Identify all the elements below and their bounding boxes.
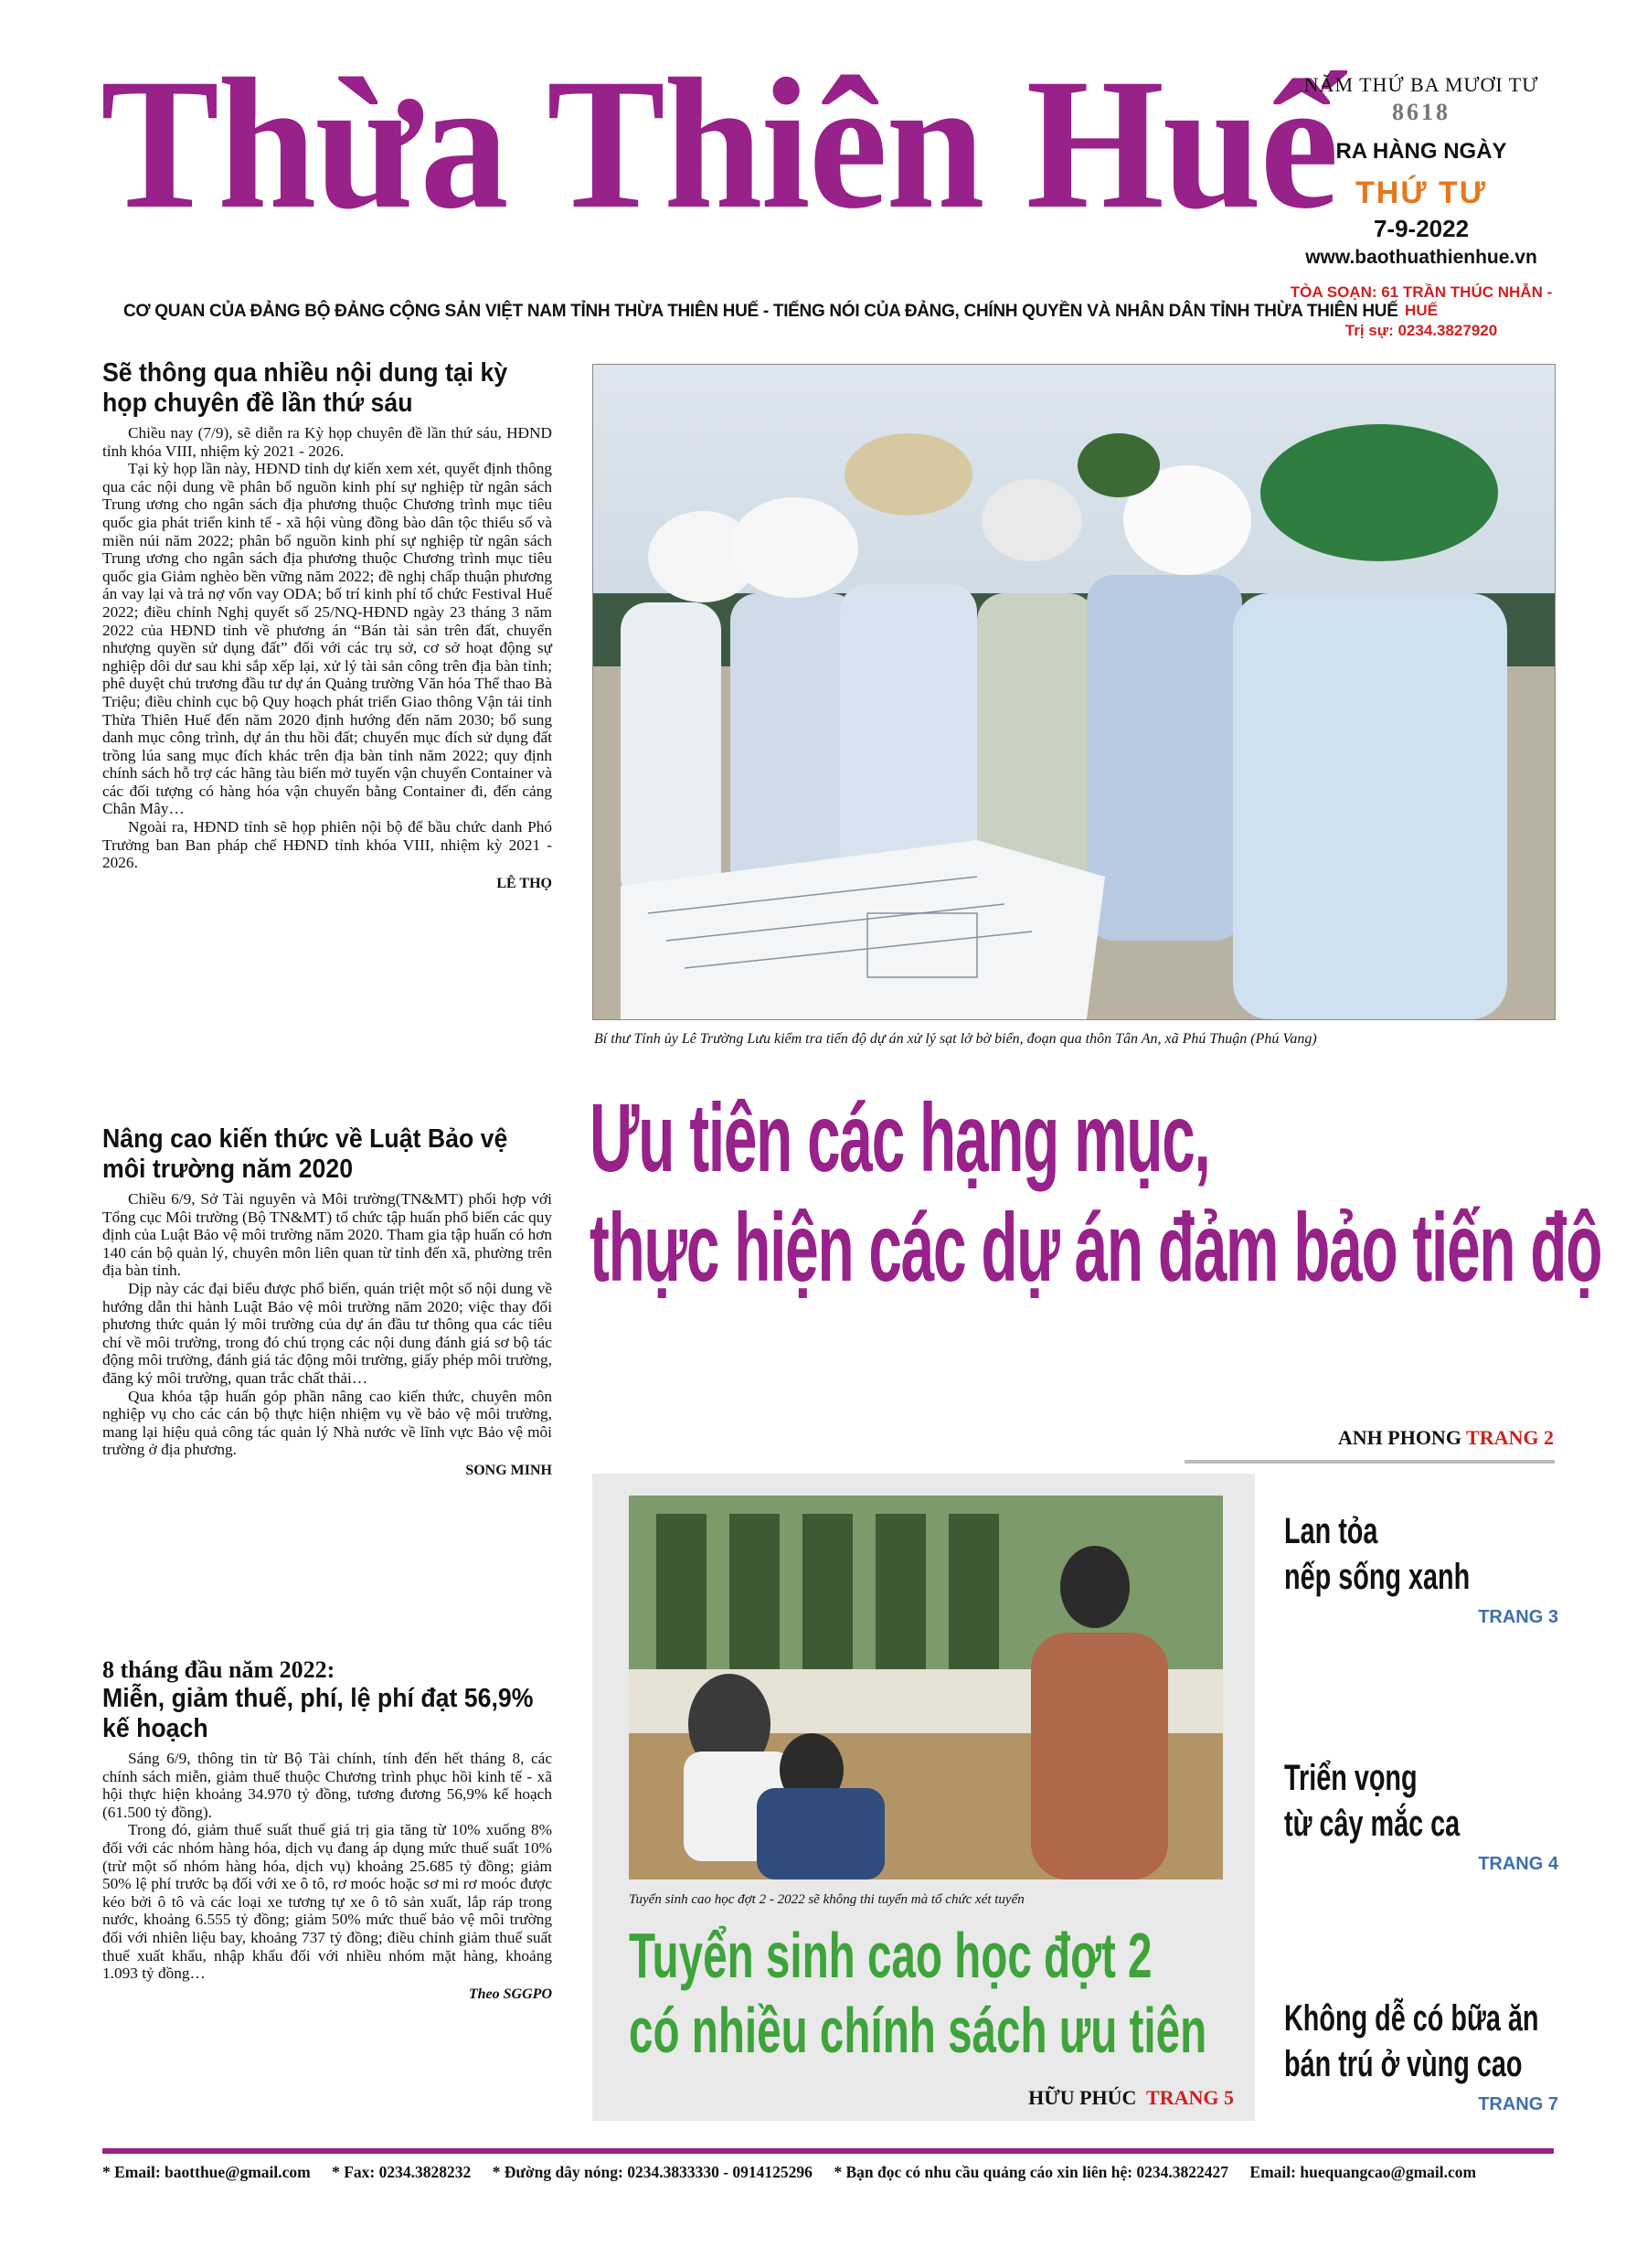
article-title[interactable]: Miễn, giảm thuế, phí, lệ phí đạt 56,9% kế hoạch: [102, 1684, 534, 1743]
paragraph: Chiều 6/9, Sở Tài nguyên và Môi trường(TN&MT) phối hợp với Tổng cục Môi trường (Bộ TN&MT) tổ chức tập huấn phổ biến các quy định của Luật Bảo vệ môi trường năm 2020. Tham gia tập huấn có hơn 140 cán bộ quản lý, chuyên môn liên quan từ tỉnh đến xã, phường trên địa bàn tỉnh.: [102, 1190, 552, 1280]
footer-ads-email[interactable]: Email: huequangcao@gmail.com: [1249, 2163, 1477, 2181]
office-address: TÒA SOẠN: 61 TRẦN THÚC NHẪN - HUẾ: [1290, 283, 1553, 319]
secondary-photo[interactable]: [629, 1496, 1223, 1879]
secondary-page-link[interactable]: TRANG 5: [1146, 2086, 1234, 2109]
article-author: SONG MINH: [465, 1462, 552, 1478]
issue-frequency: RA HÀNG NGÀY: [1335, 139, 1507, 164]
divider: [1185, 1460, 1555, 1464]
secondary-photo-illustration: [629, 1496, 1223, 1879]
secondary-headline[interactable]: [629, 1918, 1206, 2068]
article-author: [102, 1986, 552, 2003]
footer-fax: * Fax: 0234.3828232: [332, 2163, 472, 2181]
teaser-school-meals[interactable]: [1284, 1996, 1558, 2115]
lead-photo-caption: Bí thư Tỉnh ủy Lê Trường Lưu kiểm tra tiến độ dự án xử lý sạt lở bờ biển, đoạn qua thôn Tân An, xã Phú Thuận (Phú Vang): [594, 1031, 1317, 1047]
article-title[interactable]: Nâng cao kiến thức về Luật Bảo vệ môi trường năm 2020: [102, 1124, 508, 1184]
author-name: SGGPO: [503, 1986, 552, 2002]
lead-headline[interactable]: [590, 1083, 1647, 1303]
article-body: [102, 424, 552, 872]
masthead-tagline: CƠ QUAN CỦA ĐẢNG BỘ ĐẢNG CỘNG SẢN VIỆT NAM TỈNH THỪA THIÊN HUẾ - TIẾNG NÓI CỦA ĐẢNG, CHÍNH QUYỀN VÀ NHÂN DÂN TỈNH THỪA THIÊN HUẾ: [123, 302, 1398, 321]
paragraph: Ngoài ra, HĐND tỉnh sẽ họp phiên nội bộ để bầu chức danh Phó Trưởng ban Ban pháp chế HĐND tỉnh khóa VIII, nhiệm kỳ 2021 - 2026.: [102, 818, 552, 872]
headline-line: có nhiều chính sách ưu tiên: [629, 1995, 1207, 2066]
paragraph: Sáng 6/9, thông tin từ Bộ Tài chính, tính đến hết tháng 8, các chính sách miễn, giảm thuế thuộc Chương trình phục hồi kinh tế - xã hội thực hiện khoảng 34.970 tỷ đồng, tương đương 56,9% kế hoạch (61.500 tỷ đồng).: [102, 1750, 552, 1821]
teaser-macadamia[interactable]: [1284, 1755, 1558, 1875]
footer-hotline: * Đường dây nóng: 0234.3833330 - 0914125296: [492, 2163, 813, 2181]
footer-ads: * Bạn đọc có nhu cầu quảng cáo xin liên hệ: 0234.3822427: [834, 2163, 1229, 2181]
footer-email[interactable]: * Email: baotthue@gmail.com: [102, 2163, 311, 2181]
article-body: [102, 1750, 552, 1983]
article-title[interactable]: Sẽ thông qua nhiều nội dung tại kỳ họp chuyên đề lần thứ sáu: [102, 358, 508, 418]
paragraph: Trong đó, giảm thuế suất thuế giá trị gia tăng từ 10% xuống 8% đối với các nhóm hàng hóa, dịch vụ đang áp dụng mức thuế suất 10% (trừ một số nhóm hàng hóa, dịch vụ) khoảng 25.685 tỷ đồng; giảm 50% lệ phí trước bạ đối với xe ô tô, rơ moóc hoặc sơ mi rơ moóc được kéo bởi ô tô và các loại xe tương tự xe ô tô sản xuất, lắp ráp trong nước, khoảng 6.555 tỷ đồng; giảm 50% mức thuế bảo vệ môi trường đối với nhiên liệu bay, khoảng 737 tỷ đồng; điều chỉnh giảm thuế suất thuế xuất khẩu, nhập khẩu đối với nhiều nhóm mặt hàng, khoảng 1.093 tỷ đồng…: [102, 1821, 552, 1983]
issue-date: 7-9-2022: [1373, 215, 1470, 242]
office-phone: Trị sự: 0234.3827920: [1344, 322, 1498, 339]
author-prefix: Theo: [468, 1986, 500, 2002]
issue-year: NĂM THỨ BA MƯƠI TƯ: [1303, 73, 1539, 96]
lead-photo-illustration: [593, 365, 1555, 1019]
article-environment: [102, 1124, 552, 1479]
teaser-page-link[interactable]: TRANG 7: [1478, 2094, 1558, 2114]
teaser-title: nếp sống xanh: [1284, 1557, 1471, 1597]
article-body: [102, 1190, 552, 1459]
teaser-page-link[interactable]: TRANG 4: [1478, 1854, 1558, 1874]
article-author: LÊ THỌ: [496, 875, 552, 891]
website-link[interactable]: www.baothuathienhue.vn: [1305, 247, 1537, 268]
headline-line: Ưu tiên các hạng mục,: [590, 1084, 1210, 1192]
paragraph: Qua khóa tập huấn góp phần nâng cao kiến thức, chuyên môn nghiệp vụ cho các cán bộ thực hiện nhiệm vụ về bảo vệ môi trường, mang lại hiệu quả công tác quản lý Nhà nước về lĩnh vực Bảo vệ môi trường ở địa phương.: [102, 1387, 552, 1459]
issue-info: [1275, 73, 1567, 340]
teaser-title: Lan tỏa: [1284, 1511, 1378, 1551]
secondary-author: HỮU PHÚC: [1028, 2086, 1137, 2109]
article-kicker: 8 tháng đầu năm 2022:: [102, 1656, 335, 1683]
teaser-title: bán trú ở vùng cao: [1284, 2044, 1523, 2084]
teaser-title: từ cây mắc ca: [1284, 1804, 1461, 1844]
issue-weekday: THỨ TƯ: [1355, 176, 1487, 210]
article-tax: [102, 1656, 552, 2003]
teaser-green-lifestyle[interactable]: [1284, 1508, 1558, 1628]
teaser-page-link[interactable]: TRANG 3: [1478, 1607, 1558, 1627]
lead-page-link[interactable]: TRANG 2: [1466, 1426, 1554, 1449]
headline-line: Tuyển sinh cao học đợt 2: [629, 1920, 1153, 1991]
paragraph: Dịp này các đại biểu được phổ biến, quán triệt một số nội dung về hướng dẫn thi hành Luật Bảo vệ môi trường năm 2020; việc thay đổi phương thức quản lý môi trường của dự án đầu tư thông qua các tiêu chí về môi trường, trong đó chú trọng các nội dung đánh giá sơ bộ tác động môi trường, đánh giá tác động môi trường, giấy phép môi trường, đăng ký môi trường, quan trắc chất thải…: [102, 1279, 552, 1387]
teaser-title: Triển vọng: [1284, 1758, 1418, 1798]
article-hdnd: [102, 358, 552, 892]
lead-author: ANH PHONG: [1337, 1426, 1461, 1449]
issue-number: 8618: [1392, 99, 1450, 125]
lead-byline: [1188, 1426, 1554, 1450]
footer-contacts: [102, 2163, 1565, 2182]
secondary-photo-caption: Tuyển sinh cao học đợt 2 - 2022 sẽ không thi tuyển mà tổ chức xét tuyển: [629, 1892, 1025, 1907]
headline-line: thực hiện các dự án đảm bảo tiến độ: [590, 1194, 1602, 1302]
lead-photo[interactable]: [592, 364, 1556, 1020]
teaser-title: Không dễ có bữa ăn: [1284, 1998, 1539, 2039]
footer-rule: [102, 2148, 1554, 2154]
paragraph: Chiều nay (7/9), sẽ diễn ra Kỳ họp chuyên đề lần thứ sáu, HĐND tỉnh khóa VIII, nhiệm kỳ 2021 - 2026.: [102, 424, 552, 460]
newspaper-title: Thừa Thiên Huế: [101, 40, 1338, 248]
paragraph: Tại kỳ họp lần này, HĐND tỉnh dự kiến xem xét, quyết định thông qua các nội dung về phân bổ nguồn kinh phí sự nghiệp từ ngân sách Trung ương cho ngân sách địa phương thuộc Chương trình mục tiêu quốc gia phát triển kinh tế - xã hội vùng đồng bào dân tộc thiểu số và miền núi năm 2022; phân bổ nguồn kinh phí sự nghiệp từ ngân sách Trung ương cho ngân sách địa phương thuộc Chương trình mục tiêu quốc gia Giảm nghèo bền vững năm 2022; đề nghị chấp thuận phương án vay lại và trả nợ vốn vay ODA; bố trí kinh phí tổ chức Festival Huế 2022; điều chỉnh Nghị quyết số 25/NQ-HĐND ngày 23 tháng 3 năm 2022 của HĐND tỉnh về phương án “Bán tài sản trên đất, chuyển nhượng quyền sử dụng đất” đối với các trụ sở, cơ sở hoạt động sự nghiệp dôi dư sau khi sắp xếp lại, xử lý tài sản công trên địa bàn tỉnh; phê duyệt chủ trương đầu tư dự án Quảng trường Văn hóa Thể thao Bà Triệu; điều chỉnh cục bộ Quy hoạch phát triển Giao thông Vận tải tỉnh Thừa Thiên Huế đến năm 2020 định hướng đến năm 2030; bổ sung danh mục công trình, dự án thu hồi đất; chuyển mục đích sử dụng đất trồng lúa sang mục đích khác trên địa bàn tỉnh năm 2022; quy định chính sách hỗ trợ các hãng tàu biển mở tuyến vận chuyển Container và các đối tượng có hàng hóa vận chuyển bằng Container đi, đến cảng Chân Mây…: [102, 460, 552, 818]
secondary-byline: [914, 2086, 1234, 2110]
